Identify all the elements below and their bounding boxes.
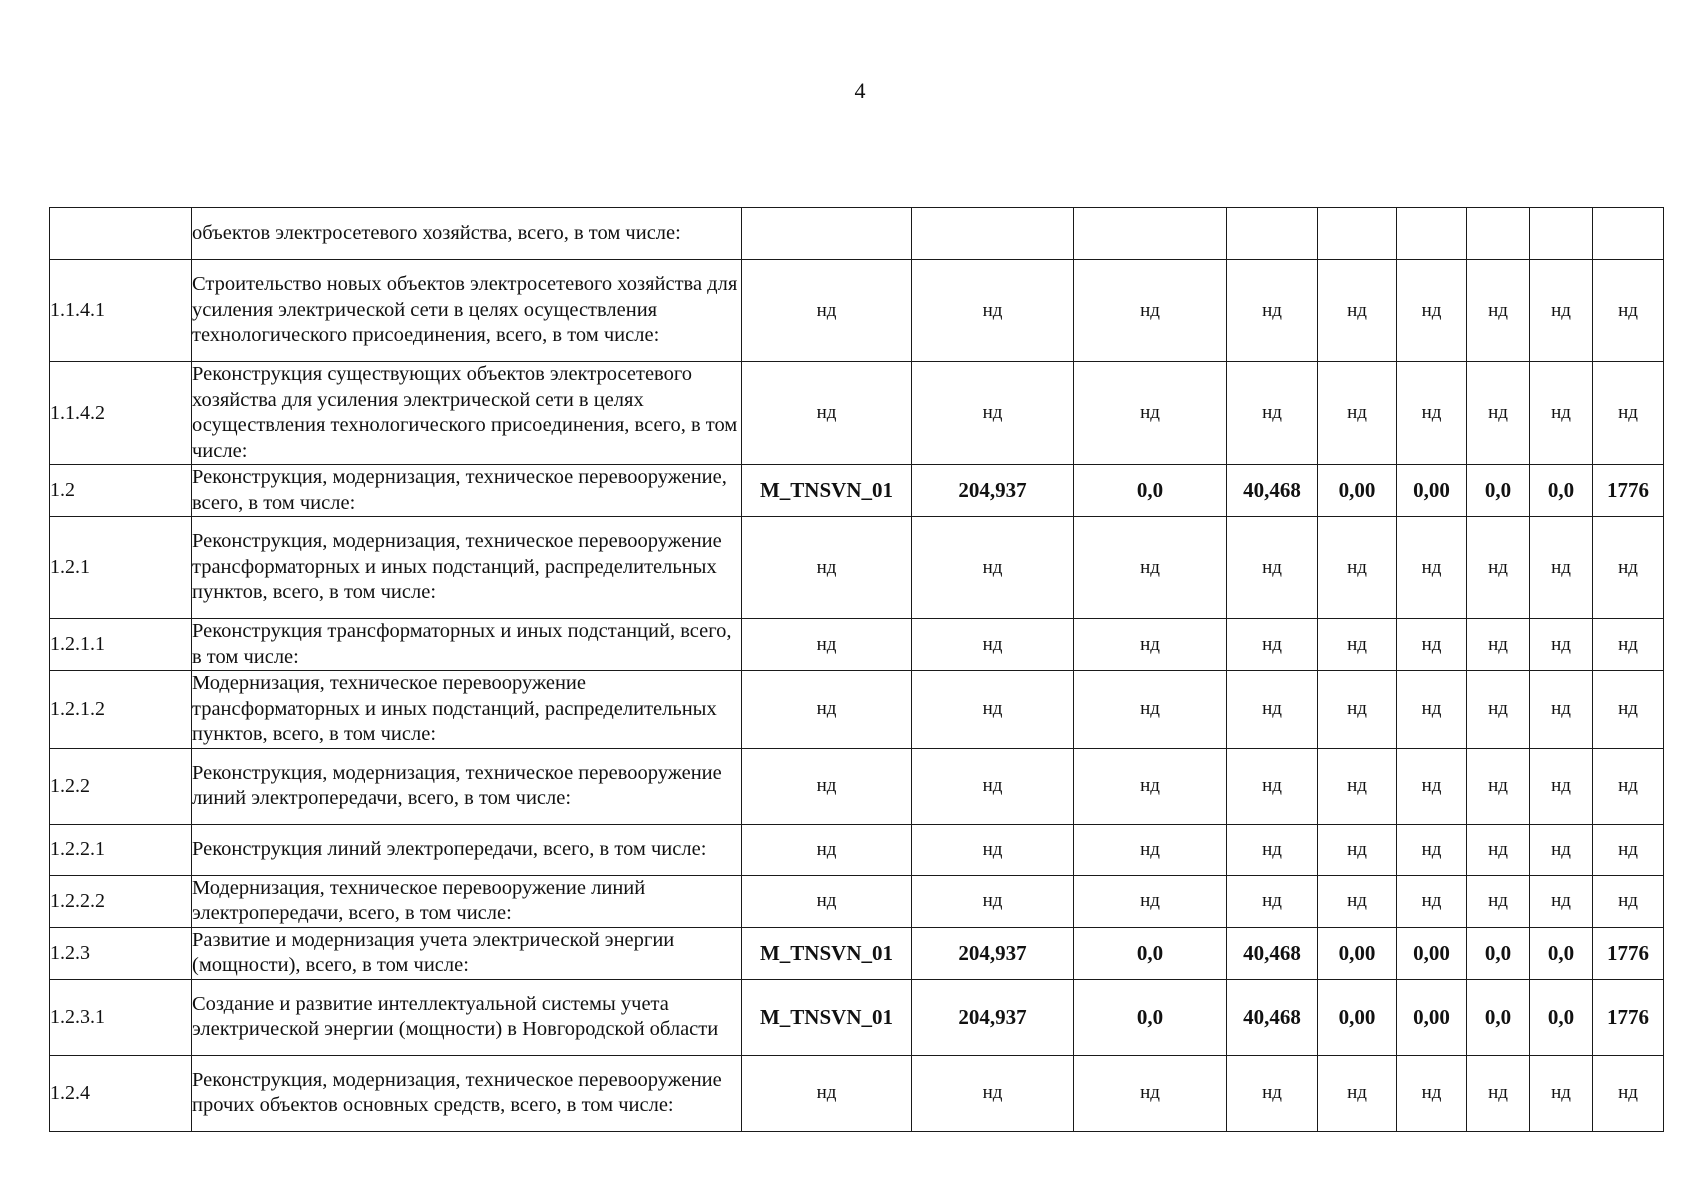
value-cell: нд: [1467, 260, 1530, 362]
value-cell: 0,0: [1530, 979, 1593, 1055]
value-cell: нд: [1074, 362, 1227, 465]
value-cell: нд: [742, 619, 912, 671]
value-cell: 0,0: [1530, 927, 1593, 979]
value-cell: нд: [1593, 671, 1664, 749]
value-cell: нд: [1593, 748, 1664, 824]
table-row: [50, 619, 1664, 671]
row-description: Модернизация, техническое перевооружение трансформаторных и иных подстанций, распределительных пунктов, всего, в том числе:: [192, 671, 742, 749]
value-cell: [1227, 208, 1318, 260]
value-cell: нд: [1530, 517, 1593, 619]
value-cell: 204,937: [912, 927, 1074, 979]
value-cell: нд: [1530, 362, 1593, 465]
value-cell: нд: [1074, 671, 1227, 749]
row-code: 1.2.1.2: [50, 671, 192, 749]
value-cell: нд: [1530, 748, 1593, 824]
value-cell: нд: [1467, 362, 1530, 465]
value-cell: нд: [1227, 1055, 1318, 1131]
value-cell: нд: [1593, 619, 1664, 671]
value-cell: нд: [1530, 875, 1593, 927]
value-cell: нд: [1530, 1055, 1593, 1131]
row-code: 1.2.3.1: [50, 979, 192, 1055]
table-row: [50, 979, 1664, 1055]
value-cell: нд: [1530, 824, 1593, 875]
value-cell: нд: [1074, 619, 1227, 671]
data-table: [49, 207, 1664, 1132]
row-description: Реконструкция линий электропередачи, всего, в том числе:: [192, 824, 742, 875]
value-cell: нд: [1074, 1055, 1227, 1131]
table-row: [50, 927, 1664, 979]
value-cell: нд: [1318, 260, 1397, 362]
value-cell: нд: [742, 824, 912, 875]
value-cell: нд: [1318, 824, 1397, 875]
value-cell: 0,0: [1467, 927, 1530, 979]
row-description: объектов электросетевого хозяйства, всего, в том числе:: [192, 208, 742, 260]
value-cell: нд: [1318, 517, 1397, 619]
table-row: [50, 517, 1664, 619]
value-cell: нд: [1467, 824, 1530, 875]
table-row: [50, 208, 1664, 260]
value-cell: нд: [1227, 748, 1318, 824]
value-cell: нд: [1397, 619, 1467, 671]
value-cell: 0,00: [1318, 979, 1397, 1055]
value-cell: нд: [1227, 875, 1318, 927]
value-cell: нд: [1530, 619, 1593, 671]
row-description: Реконструкция трансформаторных и иных подстанций, всего, в том числе:: [192, 619, 742, 671]
value-cell: нд: [1074, 517, 1227, 619]
row-description: Реконструкция, модернизация, техническое перевооружение, всего, в том числе:: [192, 465, 742, 517]
value-cell: 1776: [1593, 979, 1664, 1055]
table-body: [50, 208, 1664, 1132]
value-cell: нд: [1227, 671, 1318, 749]
row-description: Реконструкция, модернизация, техническое перевооружение трансформаторных и иных подстанций, распределительных пунктов, всего, в том числе:: [192, 517, 742, 619]
row-code: 1.2.2.2: [50, 875, 192, 927]
table-row: [50, 824, 1664, 875]
value-cell: нд: [1397, 517, 1467, 619]
value-cell: [912, 208, 1074, 260]
table-row: [50, 465, 1664, 517]
value-cell: нд: [1227, 619, 1318, 671]
value-cell: нд: [1397, 875, 1467, 927]
value-cell: 0,0: [1074, 927, 1227, 979]
row-code: 1.2.2: [50, 748, 192, 824]
value-cell: нд: [1593, 260, 1664, 362]
value-cell: 0,00: [1397, 979, 1467, 1055]
value-cell: нд: [1397, 1055, 1467, 1131]
value-cell: нд: [912, 517, 1074, 619]
value-cell: нд: [1318, 362, 1397, 465]
value-cell: 0,0: [1530, 465, 1593, 517]
value-cell: 0,00: [1397, 927, 1467, 979]
value-cell: [1530, 208, 1593, 260]
value-cell: нд: [1467, 671, 1530, 749]
value-cell: нд: [912, 671, 1074, 749]
value-cell: нд: [1467, 748, 1530, 824]
value-cell: нд: [1074, 260, 1227, 362]
value-cell: 0,00: [1318, 927, 1397, 979]
value-cell: нд: [1593, 875, 1664, 927]
value-cell: M_TNSVN_01: [742, 979, 912, 1055]
value-cell: нд: [1318, 619, 1397, 671]
value-cell: нд: [742, 362, 912, 465]
row-description: Реконструкция, модернизация, техническое перевооружение прочих объектов основных средств, всего, в том числе:: [192, 1055, 742, 1131]
value-cell: нд: [1318, 1055, 1397, 1131]
value-cell: нд: [1397, 260, 1467, 362]
value-cell: 40,468: [1227, 979, 1318, 1055]
value-cell: нд: [1467, 1055, 1530, 1131]
value-cell: 40,468: [1227, 465, 1318, 517]
table-row: [50, 875, 1664, 927]
table-row: [50, 362, 1664, 465]
row-code: [50, 208, 192, 260]
value-cell: 204,937: [912, 465, 1074, 517]
value-cell: нд: [1074, 748, 1227, 824]
value-cell: нд: [1593, 517, 1664, 619]
value-cell: нд: [742, 260, 912, 362]
row-description: Создание и развитие интеллектуальной системы учета электрической энергии (мощности) в Новгородской области: [192, 979, 742, 1055]
value-cell: нд: [1467, 875, 1530, 927]
value-cell: [1318, 208, 1397, 260]
value-cell: [1397, 208, 1467, 260]
value-cell: 40,468: [1227, 927, 1318, 979]
row-description: Строительство новых объектов электросетевого хозяйства для усиления электрической сети в целях осуществления технологического присоединения, всего, в том числе:: [192, 260, 742, 362]
value-cell: нд: [1397, 748, 1467, 824]
value-cell: нд: [1318, 875, 1397, 927]
value-cell: нд: [1593, 824, 1664, 875]
value-cell: нд: [742, 875, 912, 927]
row-code: 1.1.4.2: [50, 362, 192, 465]
value-cell: M_TNSVN_01: [742, 465, 912, 517]
value-cell: нд: [912, 362, 1074, 465]
table-row: [50, 748, 1664, 824]
value-cell: [1074, 208, 1227, 260]
row-description: Модернизация, техническое перевооружение линий электропередачи, всего, в том числе:: [192, 875, 742, 927]
value-cell: [742, 208, 912, 260]
value-cell: нд: [912, 824, 1074, 875]
value-cell: нд: [1227, 362, 1318, 465]
value-cell: нд: [912, 875, 1074, 927]
value-cell: 0,0: [1467, 979, 1530, 1055]
row-code: 1.2: [50, 465, 192, 517]
value-cell: нд: [1530, 260, 1593, 362]
value-cell: нд: [742, 748, 912, 824]
value-cell: нд: [1593, 1055, 1664, 1131]
page-number: 4: [854, 78, 866, 103]
value-cell: 0,00: [1318, 465, 1397, 517]
value-cell: нд: [1397, 362, 1467, 465]
row-code: 1.2.1.1: [50, 619, 192, 671]
value-cell: нд: [1074, 824, 1227, 875]
row-description: Реконструкция, модернизация, техническое перевооружение линий электропередачи, всего, в том числе:: [192, 748, 742, 824]
value-cell: нд: [912, 260, 1074, 362]
row-code: 1.2.4: [50, 1055, 192, 1131]
value-cell: нд: [1227, 260, 1318, 362]
value-cell: [1467, 208, 1530, 260]
value-cell: нд: [1227, 824, 1318, 875]
value-cell: [1593, 208, 1664, 260]
value-cell: 1776: [1593, 465, 1664, 517]
value-cell: нд: [1227, 517, 1318, 619]
value-cell: нд: [912, 748, 1074, 824]
value-cell: нд: [912, 619, 1074, 671]
value-cell: нд: [1318, 671, 1397, 749]
value-cell: 204,937: [912, 979, 1074, 1055]
value-cell: 0,0: [1467, 465, 1530, 517]
value-cell: нд: [742, 1055, 912, 1131]
value-cell: нд: [1593, 362, 1664, 465]
value-cell: 0,0: [1074, 979, 1227, 1055]
value-cell: нд: [1397, 671, 1467, 749]
row-code: 1.2.3: [50, 927, 192, 979]
value-cell: M_TNSVN_01: [742, 927, 912, 979]
value-cell: нд: [742, 671, 912, 749]
value-cell: нд: [1397, 824, 1467, 875]
row-code: 1.2.2.1: [50, 824, 192, 875]
row-description: Реконструкция существующих объектов электросетевого хозяйства для усиления электрической сети в целях осуществления технологического присоединения, всего, в том числе:: [192, 362, 742, 465]
value-cell: нд: [912, 1055, 1074, 1131]
row-description: Развитие и модернизация учета электрической энергии (мощности), всего, в том числе:: [192, 927, 742, 979]
table-row: [50, 1055, 1664, 1131]
value-cell: нд: [1467, 619, 1530, 671]
row-code: 1.2.1: [50, 517, 192, 619]
row-code: 1.1.4.1: [50, 260, 192, 362]
value-cell: нд: [1530, 671, 1593, 749]
value-cell: нд: [1467, 517, 1530, 619]
value-cell: нд: [742, 517, 912, 619]
value-cell: нд: [1074, 875, 1227, 927]
value-cell: нд: [1318, 748, 1397, 824]
value-cell: 1776: [1593, 927, 1664, 979]
value-cell: 0,0: [1074, 465, 1227, 517]
value-cell: 0,00: [1397, 465, 1467, 517]
table-row: [50, 260, 1664, 362]
table-row: [50, 671, 1664, 749]
